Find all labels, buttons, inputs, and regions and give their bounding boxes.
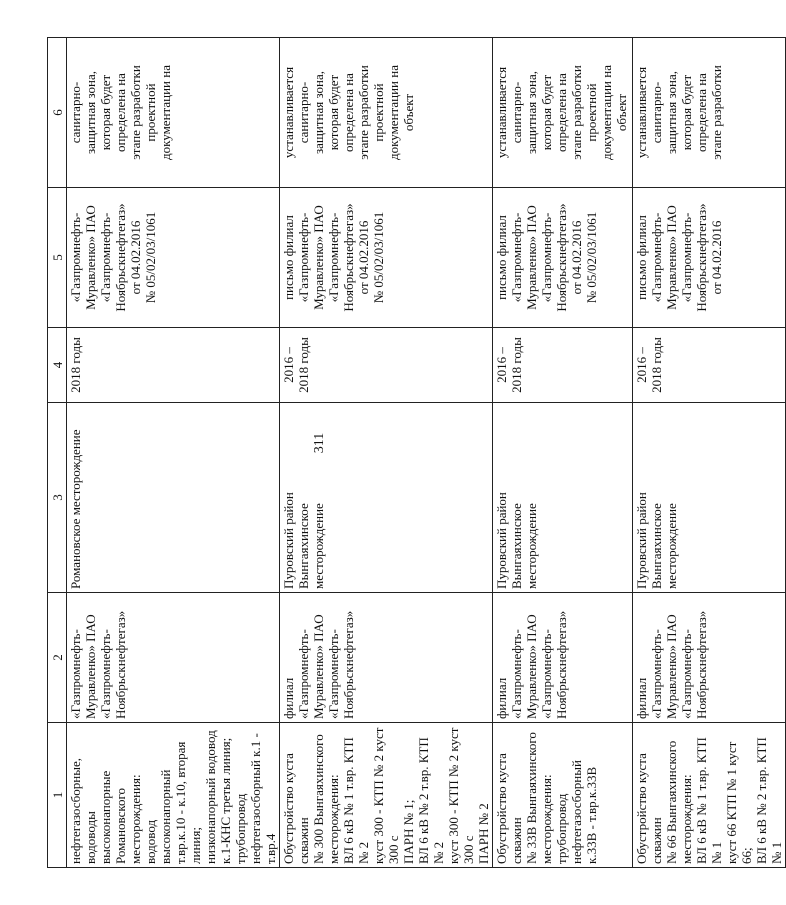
object-name-cell: Обустройство куста скважин № 300 Вынгаяхинского месторождения: ВЛ 6 кВ № 1 т.вр. КТП № 2 куст 300 - КТП № 2 куст 300 с ПАРН № 1; ВЛ 6 кВ № 2 т.вр. КТП № 2 куст 300 - КТП № 2 куст 300 с ПАРН № 2	[280, 723, 493, 868]
notes-cell: устанавливается санитарно- защитная зона, которая будет определена на этапе разработки проектной документации на объект	[280, 38, 493, 188]
basis-cell: письмо филиал «Газпромнефть- Муравленко» ПАО «Газпромнефть- Ноябрьскнефтегаз» от 04.02.2016 № 05/02/03/1061	[280, 188, 493, 328]
column-header: 5	[48, 188, 67, 328]
page-number: 311	[312, 432, 327, 454]
column-header: 3	[48, 403, 67, 593]
column-header: 4	[48, 328, 67, 403]
location-cell: Романовское месторождение	[67, 403, 280, 593]
document-table	[47, 37, 786, 868]
table-row	[633, 38, 786, 868]
customer-cell: филиал «Газпромнефть- Муравленко» ПАО «Газпромнефть- Ноябрьскнефтегаз»	[280, 593, 493, 723]
basis-cell: письмо филиал «Газпромнефть- Муравленко» ПАО «Газпромнефть- Ноябрьскнефтегаз» от 04.02.2016	[633, 188, 786, 328]
object-name-cell: нефтегазосборные, водоводы высоконапорные Романовского месторождения: водовод высоконапорный т.вр.к.10 - к.10, вторая линия; низконапорный водовод к.1-КНС третья линия; трубопровод нефтегазосборный к.1 - т.вр.4	[67, 723, 280, 868]
column-header: 6	[48, 38, 67, 188]
rotated-table-wrapper	[47, 38, 784, 868]
object-name-cell: Обустройство куста скважин № 33В Вынгаяхинского месторождения: трубопровод нефтегазосборный к.33В - т.вр.к.33В	[493, 723, 633, 868]
period-cell: 2018 годы	[67, 328, 280, 403]
customer-cell: филиал «Газпромнефть- Муравленко» ПАО «Газпромнефть- Ноябрьскнефтегаз»	[633, 593, 786, 723]
table-row	[280, 38, 493, 868]
basis-cell: письмо филиал «Газпромнефть- Муравленко» ПАО «Газпромнефть- Ноябрьскнефтегаз» от 04.02.2016 № 05/02/03/1061	[493, 188, 633, 328]
notes-cell: устанавливается санитарно- защитная зона, которая будет определена на этапе разработки проектной документации на объект	[493, 38, 633, 188]
location-cell: Пуровский район Вынгаяхинское месторождение	[280, 403, 493, 593]
table-row	[67, 38, 280, 868]
table-row	[493, 38, 633, 868]
column-header: 1	[48, 723, 67, 868]
object-name-cell: Обустройство куста скважин № 66 Вынгаяхинского месторождения: ВЛ 6 кВ № 1 т.вр. КТП № 1 куст 66 КТП № 1 куст 66; ВЛ 6 кВ № 2 т.вр. КТП № 1	[633, 723, 786, 868]
location-cell: Пуровский район Вынгаяхинское месторождение	[493, 403, 633, 593]
period-cell: 2016 – 2018 годы	[493, 328, 633, 403]
notes-cell: санитарно- защитная зона, которая будет определена на этапе разработки проектной документации на	[67, 38, 280, 188]
period-cell: 2016 – 2018 годы	[280, 328, 493, 403]
location-cell: Пуровский район Вынгаяхинское месторождение	[633, 403, 786, 593]
column-header: 2	[48, 593, 67, 723]
basis-cell: «Газпромнефть- Муравленко» ПАО «Газпромнефть- Ноябрьскнефтегаз» от 04.02.2016 № 05/02/03/1061	[67, 188, 280, 328]
notes-cell: устанавливается санитарно- защитная зона, которая будет определена на этапе разработки	[633, 38, 786, 188]
table-header-row	[48, 38, 67, 868]
customer-cell: филиал «Газпромнефть- Муравленко» ПАО «Газпромнефть- Ноябрьскнефтегаз»	[493, 593, 633, 723]
period-cell: 2016 – 2018 годы	[633, 328, 786, 403]
customer-cell: «Газпромнефть- Муравленко» ПАО «Газпромнефть- Ноябрьскнефтегаз»	[67, 593, 280, 723]
